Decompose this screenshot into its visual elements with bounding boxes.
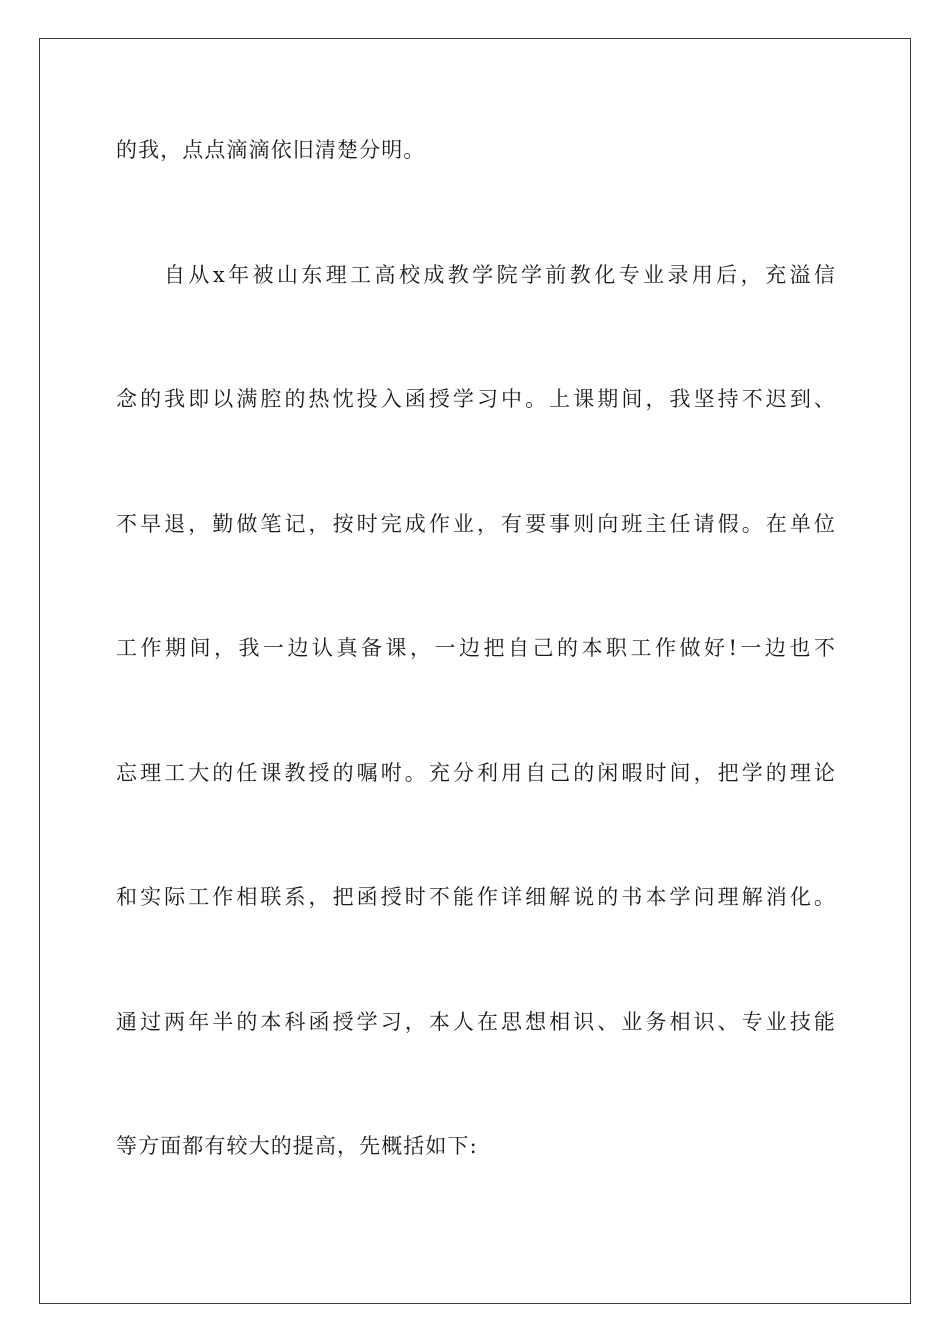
text-line-8: 通过两年半的本科函授学习，本人在思想相识、业务相识、专业技能 [116,1010,836,1034]
text-line-2: 自从x年被山东理工高校成教学院学前教化专业录用后，充溢信 [164,263,836,287]
text-line-6: 忘理工大的任课教授的嘱咐。充分利用自己的闲暇时间，把学的理论 [116,761,836,785]
page-border [39,38,911,1304]
text-line-3: 念的我即以满腔的热忱投入函授学习中。上课期间，我坚持不迟到、 [116,387,836,411]
text-line-7: 和实际工作相联系，把函授时不能作详细解说的书本学问理解消化。 [116,885,836,909]
text-line-5: 工作期间，我一边认真备课，一边把自己的本职工作做好!一边也不 [116,636,836,660]
text-line-4: 不早退，勤做笔记，按时完成作业，有要事则向班主任请假。在单位 [116,512,836,536]
text-line-9: 等方面都有较大的提高，先概括如下: [116,1134,478,1158]
text-line-1: 的我，点点滴滴依旧清楚分明。 [116,138,426,162]
